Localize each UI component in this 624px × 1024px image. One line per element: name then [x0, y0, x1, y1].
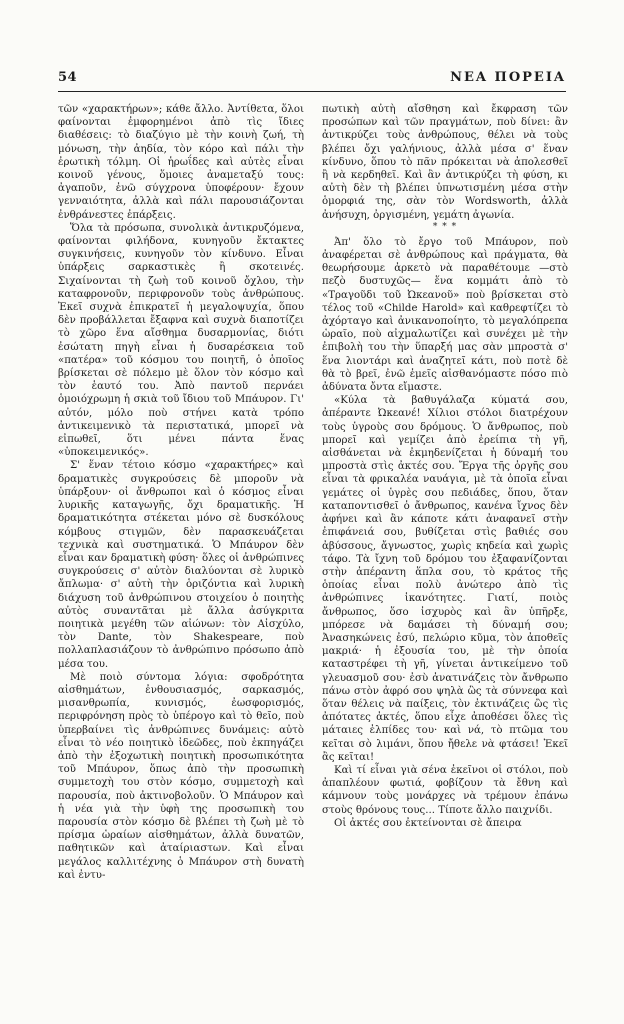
page-number: 54	[58, 70, 78, 85]
left-column	[58, 103, 304, 882]
journal-title: ΝΕΑ ΠΟΡΕΙΑ	[450, 70, 566, 85]
paragraph: Ὅλα τὰ πρόσωπα, συνολικὰ ἀντικρυζόμενα, φαίνονται φιλήδονα, κυνηγοῦν ἔκτακτες συγκινήσεις, κυνηγοῦν τὸν κίνδυνο. Εἶναι ὑπάρξεις σαρκαστικὲς ἢ σκοτεινές. Σιχαίνονται τὴ ζωὴ τοῦ κοινοῦ ὄχλου, τὴν καταφρονοῦν, περιφρονοῦν τοὺς ἀνθρώπους. Ἐκεῖ συχνὰ ἐπικρατεῖ ἡ μεγαλοψυχία, ὅπου δὲν προβάλλεται ἔξαφνα καὶ συχνὰ διαποτίζει τὸ χῶρο ἕνα αἴσθημα δυσαρμονίας, διότι ἐσώτατη πηγὴ εἶναι ἡ δυσαρέσκεια τοῦ «πατέρα» τοῦ κόσμου του ποιητῆ, ὁ ὁποῖος βρίσκεται σὲ πόλεμο μὲ ὅλον τὸν κόσμο καὶ τὸν ἑαυτό του. Ἀπὸ παντοῦ περνάει ὁμοιόχρωμη ἡ σκιὰ τοῦ ἴδιου τοῦ Μπάυρον. Γι' αὐτόν, μόλο ποὺ στήνει κατὰ τρόπο ἀντικειμενικὸ τὰ περιστατικά, μπορεῖ νὰ εἰπωθεῖ, ὅτι μένει πάντα ἕνας «ὑποκειμενικός».	[58, 222, 304, 459]
paragraph: Οἱ ἀκτές σου ἐκτείνονται σὲ ἄπειρα	[334, 817, 522, 829]
paragraph: τῶν «χαρακτήρων»; κάθε ἄλλο. Ἀντίθετα, ὅλοι φαίνονται ἐμφορημένοι ἀπὸ τὶς ἴδιες διαθέσεις: τὸ διαζύγιο μὲ τὴν κοινὴ ζωή, τὴ μόνωση, τὴν ἀηδία, τὸν κόρο καὶ πάλι τὴν ἐρωτικὴ τόλμη. Οἱ ἡρωΐδες καὶ αὐτὲς εἶναι κοινοῦ γένους, ὅμοιες ἀναμεταξύ τους: ἀγαποῦν, ἐνῶ σύγχρονα ὑποφέρουν· ἔχουν γενναιότητα, ἀλλὰ καὶ πάλι παρουσιάζονται ἐνθράνεστες ἐπάρξεις.	[58, 104, 304, 221]
right-column	[322, 103, 568, 830]
paragraph: Ἀπ' ὅλο τὸ ἔργο τοῦ Μπάυρον, ποὺ ἀναφέρεται σὲ ἀνθρώπους καὶ πράγματα, θὰ θεωρήσουμε ἀρκετὸ νὰ παραθέτουμε —στὸ πεζὸ δυστυχῶς— ἕνα κομμάτι ἀπὸ τὸ «Τραγοῦδι τοῦ Ὠκεανοῦ» ποὺ βρίσκεται στὸ τέλος τοῦ «Childe Harold» καὶ καθρεφτίζει τὸ ἀχόρταγο καὶ ἀνικανοποίητο, τὸ μεγαλόπρεπα ὡραῖο, ποὺ αἰχμαλωτίζει καὶ συνέχει μὲ τὴν ἐπιβολὴ του τὴν ὕπαρξή μας σὰν μπροστὰ σ' ἕνα λιοντάρι καὶ ἀναζητεῖ κάτι, ποὺ ποτὲ δὲ θὰ τὸ βρεῖ, ἐνῶ ἐμεῖς αἰσθανόμαστε πόσο πιὸ ἀδύνατα ὄντα εἴμαστε.	[322, 236, 568, 394]
header-divider	[58, 91, 566, 92]
paragraph: Σ' ἕναν τέτοιο κόσμο «χαρακτήρες» καὶ δραματικὲς συγκρούσεις δὲ μποροῦν νὰ ὑπάρξουν· οἱ ἄνθρωποι καὶ ὁ κόσμος εἶναι λυρικῆς καταγωγῆς, ὄχι δραματικῆς. Ἡ δραματικότητα στέκεται μόνο σὲ δυσκόλους κόμβους στιγμῶν, δὲν παρασκευάζεται τεχνικὰ καὶ συστηματικά. Ὁ Μπάυρον δὲν εἶναι καν δραματικὴ φύση· ὅλες οἱ ἀνθρώπινες συγκρούσεις σ' αὐτὸν διαλύονται σὲ λυρικὸ ἄπλωμα· σ' αὐτὴ τὴν ὁριζόντια καὶ λυρικὴ διάχυση τοῦ ἀνθρώπινου στοιχείου ὁ ποιητὴς αὐτὸς συναντᾶται μὲ ἄλλα ἀσύγκριτα ποιητικὰ μεγέθη τῶν αἰώνων: τὸν Αἰσχύλο, τὸν Dante, τὸν Shakespeare, ποὺ πολλαπλασιάζουν τὸ ἀνθρώπινο πρόσωπο ἀπὸ μέσα του.	[58, 460, 304, 670]
quote-paragraph: «Κύλα τὰ βαθυγάλαζα κύματά σου, ἀπέραντε Ὠκεανέ! Χίλιοι στόλοι διατρέχουν τοὺς ὑγροὺς σου δρόμους. Ὁ ἄνθρωπος, ποὺ μπορεῖ καὶ γεμίζει ἀπὸ ἐρείπια τὴ γῆ, αἰσθάνεται νὰ ἐκμηδενίζεται ἡ δύναμή του μπροστὰ στὶς ἀκτές σου. Ἔργα τῆς ὀργῆς σου εἶναι τὰ φρικαλέα ναυάγια, μὲ τὰ ὁποῖα εἶναι γεμάτες οἱ ὑγρὲς σου πεδιάδες, ὅπου, ὅταν καταποντισθεῖ ὁ ἄνθρωπος, κανένα ἴχνος δὲν ἀφήνει καὶ ἂν κάποτε κάτι ἀναφανεῖ στὴν ἐπιφάνειά σου, βυθίζεται στὶς βαθιές σου ἀβύσσους, ἄγνωστος, χωρὶς κηδεία καὶ χωρὶς τάφο. Τὰ ἴχνη τοῦ δρόμου του ἐξαφανίζονται στὴν ἀπέραντη ἅπλα σου, τὸ κράτος τῆς ὁποίας εἶναι πολὺ ἀνώτερο ἀπὸ τὶς ἀνθρώπινες ἱκανότητες. Γιατί, ποιὸς ἄνθρωπος, ὅσο ἰσχυρὸς καὶ ἂν ὑπῆρξε, μπόρεσε νὰ δαμάσει τὴ δύναμή σου; Ἀνασηκώνεις ἐσύ, πελώριο κῦμα, τὸν ἀποθεῖς μακριά· ἡ ἐξουσία του, μὲ τὴν ὁποία καταστρέφει τὴ γῆ, γίνεται ἀντικείμενο τοῦ γλευασμοῦ σου· ἐσὺ ἀνατινάζεις τὸν ἄνθρωπο πάνω στὸν ἀφρό σου ψηλὰ ὣς τὰ σύννεφα καὶ ὅταν θέλεις νὰ παίξεις, τὸν ἐκτινάζεις ὣς τὶς ἀπότατες ἀκτές, ὅπου εἶχε ἀποθέσει ὅλες τὶς μάταιες ἐλπίδες του· καὶ νά, τὸ πτῶμα του κεῖται σὸ λιμάνι, ὅπου ἤθελε νὰ φτάσει! Ἐκεῖ ἂς κεῖται!	[322, 395, 568, 763]
section-break: * * *	[432, 221, 458, 232]
paragraph: πωτικὴ αὐτὴ αἴσθηση καὶ ἔκφραση τῶν προσώπων καὶ τῶν πραγμάτων, ποὺ δίνει: ἂν ἀντικρύζει τοὺς ἀνθρώπους, θέλει νὰ τοὺς βλέπει ὄχι γαλήνιους, ἀλλὰ μέσα σ' ἕναν κίνδυνο, ὅπου τὸ πᾶν πρόκειται νὰ ἀπολεσθεῖ ἢ νὰ κερδηθεῖ. Καὶ ἂν ἀντικρύζει τὴ φύση, κι αὐτὴ δὲν τὴ βλέπει ὑπνωτισμένη μέσα στὴν ὁμορφιά της, σὰν τὸν Wordsworth, ἀλλὰ ἀνήσυχη, ὀργισμένη, γεμάτη ἀγωνία.	[322, 104, 568, 221]
paragraph: Μὲ ποιὸ σύντομα λόγια: σφοδρότητα αἰσθημάτων, ἐνθουσιασμός, σαρκασμός, μισανθρωπία, κυνισμός, ἐωσφορισμός, περιφρόνηση πρὸς τὸ ὑπέρογο καὶ τὸ θεῖο, ποὺ ὑπερβαίνει τὶς ἀνθρώπινες δυνάμεις: αὐτὸ εἶναι τὸ νέο ποιητικὸ ἰδεῶδες, ποὺ ἐκπηγάζει ἀπὸ τὴν ἐξοχωτικὴ ποιητικὴ προσωπικότητα τοῦ Μπάυρον, ὅπως ἀπὸ τὴν προσωπικὴ συμμετοχὴ του στὸν κόσμο, συμμετοχὴ καὶ παρουσία, ποὺ ἀκτινοβολοῦν. Ὁ Μπάυρον καὶ ἡ νέα γιὰ τὴν ὑφὴ της προσωπικὴ του παρουσία στὸν κόσμο δὲ βλέπει τὴ ζωὴ μὲ τὸ πρίσμα ὡραίων αἰσθημάτων, ἀλλὰ δυνατῶν, παθητικῶν καὶ ἀταίριαστων. Καὶ εἶναι μεγάλος καλλιτέχνης ὁ Μπάυρον στὴ δυνατὴ καὶ ἐντυ-	[58, 671, 304, 881]
paragraph: Καὶ τί εἶναι γιὰ σένα ἐκεῖνοι οἱ στόλοι, ποὺ ἀπαπλέουν φωτιά, φοβίζουν τὰ ἔθνη καὶ κάμνουν τοὺς μονάρχες νὰ τρέμουν ἐπάνω στοὺς θρόνους τους... Τίποτε ἄλλο παιχνίδι.	[322, 764, 568, 816]
